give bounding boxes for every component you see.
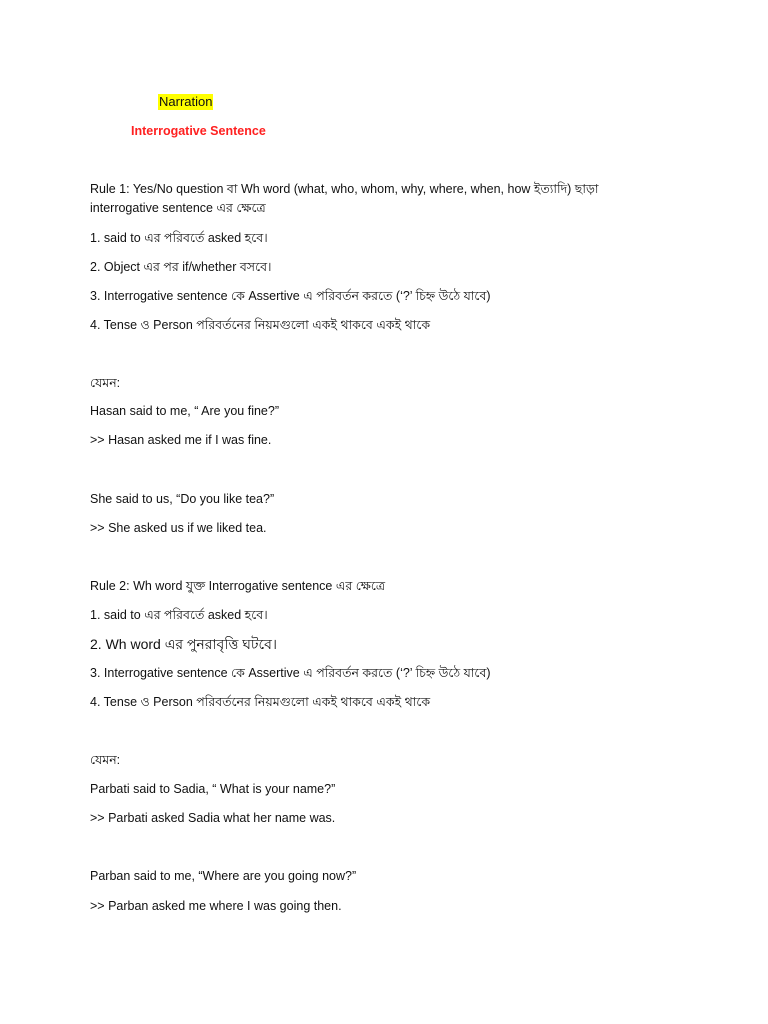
rule2-heading: Rule 2: Wh word যুক্ত Interrogative sentence এর ক্ষেত্রে <box>90 579 386 593</box>
rule2-example-1: Parbati said to Sadia, “ What is your name?” <box>90 782 336 796</box>
rule1-example-label: যেমন: <box>90 376 121 390</box>
rule1-step-2: 2. Object এর পর if/whether বসবে। <box>90 260 272 274</box>
rule2-step-2: 2. Wh word এর পুনরাবৃত্তি ঘটবে। <box>90 636 277 652</box>
rule2-step-1: 1. said to এর পরিবর্তে asked হবে। <box>90 608 268 622</box>
rule1-step-4: 4. Tense ও Person পরিবর্তনের নিয়মগুলো একই থাকবে একই থাকে <box>90 318 431 332</box>
rule2-example-label: যেমন: <box>90 753 121 767</box>
rule1-heading-line2: interrogative sentence এর ক্ষেত্রে <box>90 201 266 215</box>
rule1-step-3: 3. Interrogative sentence কে Assertive এ পরিবর্তন করতে (‘?’ চিহ্ন উঠে যাবে) <box>90 289 491 303</box>
rule2-example-2: Parban said to me, “Where are you going now?” <box>90 869 357 883</box>
rule2-example-2-answer: >> Parban asked me where I was going then. <box>90 899 342 913</box>
rule1-step-1: 1. said to এর পরিবর্তে asked হবে। <box>90 231 268 245</box>
rule2-step-3: 3. Interrogative sentence কে Assertive এ পরিবর্তন করতে (‘?’ চিহ্ন উঠে যাবে) <box>90 666 491 680</box>
rule2-example-1-answer: >> Parbati asked Sadia what her name was. <box>90 811 336 825</box>
page-subtitle: Interrogative Sentence <box>131 124 266 138</box>
rule1-example-1-answer: >> Hasan asked me if I was fine. <box>90 433 272 447</box>
rule1-heading-line1: Rule 1: Yes/No question বা Wh word (what, who, whom, why, where, when, how ইত্যাদি) ছাড়া <box>90 182 599 196</box>
page-title: Narration <box>159 94 213 109</box>
rule1-example-2: She said to us, “Do you like tea?” <box>90 492 275 506</box>
rule1-example-1: Hasan said to me, “ Are you fine?” <box>90 404 279 418</box>
rule1-example-2-answer: >> She asked us if we liked tea. <box>90 521 267 535</box>
rule2-step-4: 4. Tense ও Person পরিবর্তনের নিয়মগুলো একই থাকবে একই থাকে <box>90 695 431 709</box>
